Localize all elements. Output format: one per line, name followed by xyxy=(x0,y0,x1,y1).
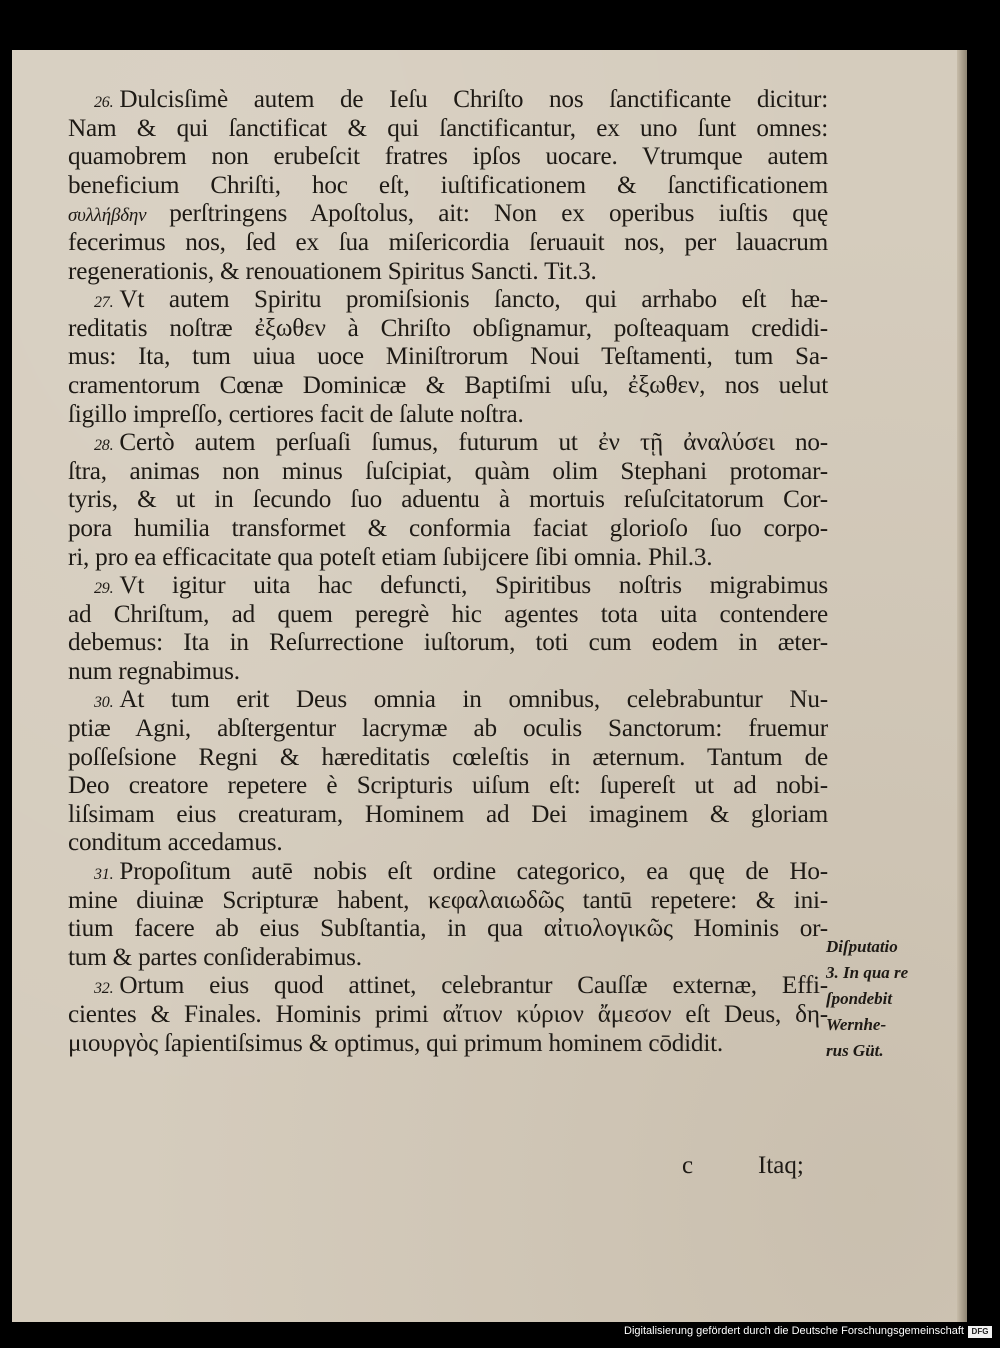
text-line xyxy=(68,944,828,973)
text-line xyxy=(68,200,828,229)
line-text: Vt autem Spiritu promiſsionis ſancto, qui arrhabo eſt hæ- xyxy=(119,286,828,314)
text-line xyxy=(68,429,828,458)
paragraph-number: 27. xyxy=(94,294,114,312)
line-text: ri, pro ea efficacitate qua poteſt etiam ſubijcere ſibi omnia. Phil.3. xyxy=(68,543,713,571)
paragraph-number: 29. xyxy=(94,580,114,598)
line-text: perſtringens Apoſtolus, ait: Non ex operibus iuſtis quę xyxy=(169,200,828,228)
text-line xyxy=(68,544,828,573)
text-line xyxy=(68,229,828,258)
text-line xyxy=(68,372,828,401)
line-text: reditatis noſtræ ἐξωθεν à Chriſto obſignamur, poſteaquam credidi- xyxy=(68,314,828,342)
main-text-block xyxy=(68,86,828,1058)
signature-mark: c xyxy=(682,1152,694,1179)
line-text: At tum erit Deus omnia in omnibus, celebrabuntur Nu- xyxy=(119,686,828,714)
text-line xyxy=(68,858,828,887)
text-line xyxy=(68,829,828,858)
line-text: tium facere ab eius Subſtantia, in qua αἰτιολογικῶς Hominis or- xyxy=(68,915,828,943)
line-text: Propoſitum autē nobis eſt ordine categorico, ea quę de Ho- xyxy=(119,858,828,886)
line-text: pora humilia transformet & conformia faciat glorioſo ſuo corpo- xyxy=(68,514,828,542)
line-text: poſſeſsione Regni & hæreditatis cœleſtis in æternum. Tantum de xyxy=(68,743,828,771)
paragraph-number: 28. xyxy=(94,437,114,455)
text-line xyxy=(68,286,828,315)
dfg-logo: DFG xyxy=(968,1326,992,1338)
marginal-note-line: 3. In qua re xyxy=(826,963,909,982)
text-line xyxy=(68,715,828,744)
marginal-note-line: Diſputatio xyxy=(826,937,898,956)
paragraph-number: 31. xyxy=(94,866,114,884)
line-text: tyris, & ut in ſecundo ſuo aduentu à mortuis reſuſcitatorum Cor- xyxy=(68,486,828,514)
text-line xyxy=(68,658,828,687)
line-text: μιουργὸς ſapientiſsimus & optimus, qui primum hominem cōdidit. xyxy=(68,1029,724,1057)
page-edge xyxy=(957,50,967,1322)
footer-credit: Digitalisierung gefördert durch die Deutsche Forschungsgemeinschaft xyxy=(624,1325,964,1337)
text-line xyxy=(68,887,828,916)
marginal-note-line: rus Güt. xyxy=(826,1041,884,1060)
greek-word: συλλήβδην xyxy=(68,205,170,227)
text-line xyxy=(68,972,828,1001)
line-text: tum & partes conſiderabimus. xyxy=(68,943,362,971)
marginal-note-line: ſpondebit xyxy=(826,989,893,1008)
text-line xyxy=(68,601,828,630)
line-text: conditum accedamus. xyxy=(68,829,283,857)
text-line xyxy=(68,172,828,201)
line-text: Certò autem perſuaſi ſumus, futurum ut ἐν τῇ ἀναλύσει no- xyxy=(119,429,828,457)
line-text: Ortum eius quod attinet, celebrantur Cauſſæ externæ, Effi- xyxy=(119,972,828,1000)
text-line xyxy=(68,86,828,115)
text-line xyxy=(68,515,828,544)
text-line xyxy=(68,258,828,287)
text-line xyxy=(68,401,828,430)
text-line xyxy=(68,572,828,601)
line-text: Nam & qui ſanctificat & qui ſanctificantur, ex uno ſunt omnes: xyxy=(68,114,828,142)
line-text: liſsimam eius creaturam, Hominem ad Dei imaginem & gloriam xyxy=(68,800,828,828)
text-line xyxy=(68,744,828,773)
text-line xyxy=(68,772,828,801)
text-line xyxy=(68,315,828,344)
line-text: Deo creatore repetere è Scripturis uiſum eſt: ſupereſt ut ad nobi- xyxy=(68,772,828,800)
line-text: num regnabimus. xyxy=(68,657,240,685)
line-text: Vt igitur uita hac defuncti, Spiritibus noſtris migrabimus xyxy=(119,572,828,600)
catchword: Itaq; xyxy=(758,1152,804,1179)
line-text: fecerimus nos, ſed ex ſua miſericordia ſeruauit nos, per lauacrum xyxy=(68,228,828,256)
text-line xyxy=(68,801,828,830)
text-line xyxy=(68,115,828,144)
text-line xyxy=(68,629,828,658)
marginal-note xyxy=(826,934,936,1064)
paragraph-number: 30. xyxy=(94,694,114,712)
text-line xyxy=(68,686,828,715)
line-text: ſigillo impreſſo, certiores facit de ſalute noſtra. xyxy=(68,400,524,428)
text-line xyxy=(68,343,828,372)
line-text: debemus: Ita in Reſurrectione iuſtorum, toti cum eodem in æter- xyxy=(68,629,828,657)
text-line xyxy=(68,143,828,172)
line-text: cramentorum Cœnæ Dominicæ & Baptiſmi uſu, ἐξωθεν, nos uelut xyxy=(68,371,828,399)
paragraph-number: 26. xyxy=(94,94,114,111)
paragraph-number: 32. xyxy=(94,980,114,998)
text-line xyxy=(68,915,828,944)
line-text: quamobrem non erubeſcit fratres ipſos uocare. Vtrumque autem xyxy=(68,143,828,171)
text-line xyxy=(68,486,828,515)
marginal-note-line: Wernhe- xyxy=(826,1015,887,1034)
line-text: regenerationis, & renouationem Spiritus Sancti. Tit.3. xyxy=(68,257,597,285)
text-line xyxy=(68,458,828,487)
line-text: mus: Ita, tum uiua uoce Miniſtrorum Noui Teſtamenti, tum Sa- xyxy=(68,343,828,371)
line-text: beneficium Chriſti, hoc eſt, iuſtificationem & ſanctificationem xyxy=(68,171,828,199)
line-text: ſtra, animas non minus ſuſcipiat, quàm olim Stephani protomar- xyxy=(68,457,828,485)
line-text: ad Chriſtum, ad quem peregrè hic agentes tota uita contendere xyxy=(68,600,828,628)
line-text: cientes & Finales. Hominis primi αἴτιον κύριον ἄμεσον eſt Deus, δη- xyxy=(68,1001,828,1028)
line-text: ptiæ Agni, abſtergentur lacrymæ ab oculis Sanctorum: fruemur xyxy=(68,715,828,743)
line-text: Dulcisſimè autem de Ieſu Chriſto nos ſanctificante dicitur: xyxy=(119,86,828,113)
text-line xyxy=(68,1030,828,1059)
line-text: mine diuinæ Scripturæ habent, κεφαλαιωδῶς tantū repetere: & ini- xyxy=(68,886,828,914)
text-line xyxy=(68,1001,828,1030)
